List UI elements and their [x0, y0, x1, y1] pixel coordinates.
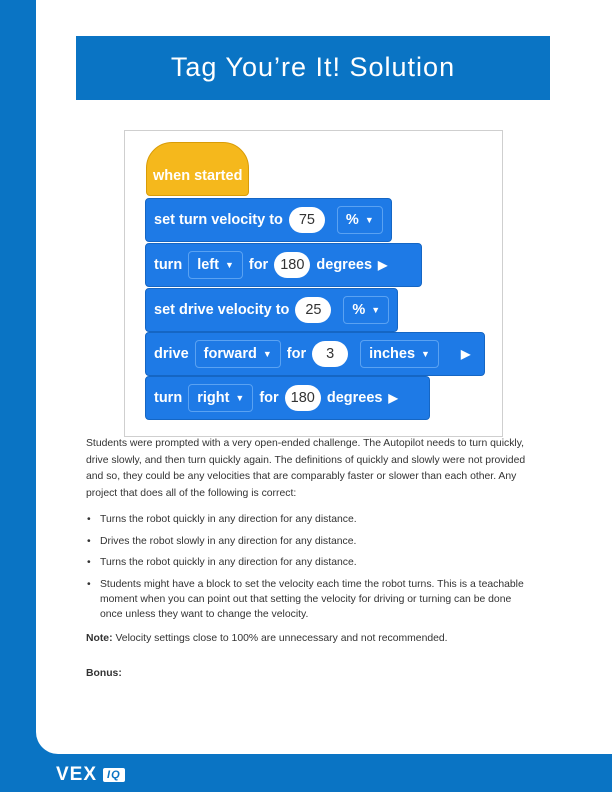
drive-unit-dropdown — [360, 340, 439, 368]
turn-direction-dropdown — [188, 251, 243, 279]
drive-velocity-unit-dropdown — [343, 296, 389, 324]
chevron-down-icon: ▼ — [235, 393, 245, 403]
when-started-label: when started — [153, 168, 243, 184]
chevron-down-icon: ▼ — [364, 215, 374, 225]
turn-degrees-value: 180 — [285, 385, 321, 411]
direction-label: right — [197, 390, 230, 406]
unit-label: inches — [369, 346, 416, 362]
set-drive-velocity-block — [145, 288, 398, 332]
logo-text: VEX — [56, 764, 98, 785]
for-label: for — [248, 257, 269, 273]
block-label: turn — [154, 390, 183, 406]
turn-direction-dropdown — [188, 384, 253, 412]
list-item: • Drives the robot slowly in any direction for any distance. — [86, 534, 526, 549]
play-icon: ▶ — [460, 347, 471, 361]
drive-velocity-value: 25 — [295, 297, 331, 323]
turn-left-block — [145, 243, 422, 287]
turn-right-block — [145, 376, 430, 420]
note — [86, 633, 448, 644]
block-label: set turn velocity to — [154, 212, 283, 228]
intro-paragraph: Students were prompted with a very open-ended challenge. The Autopilot needs to turn quickly, drive slowly, and then turn quickly again. The definitions of quickly and slowly were not provided and so, they could be any velocities that are comparably faster or slower than each other. Any project that does all of the following is correct: — [86, 438, 526, 499]
direction-label: left — [197, 257, 219, 273]
drive-forward-block — [145, 332, 485, 376]
for-label: for — [286, 346, 307, 362]
turn-velocity-value: 75 — [289, 207, 325, 233]
note-label: Note: — [86, 633, 113, 644]
degrees-label: degrees — [316, 257, 373, 273]
turn-velocity-unit-dropdown — [337, 206, 383, 234]
note-text: Velocity settings close to 100% are unnecessary and not recommended. — [115, 633, 448, 644]
unit-label: % — [352, 302, 366, 318]
unit-label: % — [345, 212, 359, 228]
turn-degrees-value: 180 — [274, 252, 310, 278]
for-label: for — [259, 390, 279, 406]
vex-iq-logo — [56, 764, 125, 786]
block-label: set drive velocity to — [154, 302, 290, 318]
logo-sub: IQ — [103, 768, 125, 782]
list-item: • Students might have a block to set the velocity each time the robot turns. This is a teachable moment when you can point out that setting the velocity for driving or turning can be done once unless they want to change the velocity. — [86, 577, 526, 622]
drive-distance-value: 3 — [312, 341, 348, 367]
degrees-label: degrees — [326, 390, 383, 406]
chevron-down-icon: ▼ — [224, 260, 234, 270]
drive-direction-dropdown — [195, 340, 281, 368]
chevron-down-icon: ▼ — [262, 349, 272, 359]
list-item: • Turns the robot quickly in any direction for any distance. — [86, 512, 526, 527]
title-bar — [76, 36, 550, 100]
play-icon: ▶ — [388, 391, 398, 405]
chevron-down-icon: ▼ — [421, 349, 430, 359]
chevron-down-icon: ▼ — [371, 305, 381, 315]
criteria-list — [86, 512, 526, 628]
block-label: drive — [154, 346, 189, 362]
page-title: Tag You’re It! Solution — [170, 52, 456, 82]
set-turn-velocity-block — [145, 198, 392, 242]
play-icon: ▶ — [378, 258, 388, 272]
direction-label: forward — [203, 346, 257, 362]
list-item: • Turns the robot quickly in any direction for any distance. — [86, 555, 526, 570]
bonus-heading: Bonus: — [86, 668, 122, 679]
block-label: turn — [154, 257, 183, 273]
